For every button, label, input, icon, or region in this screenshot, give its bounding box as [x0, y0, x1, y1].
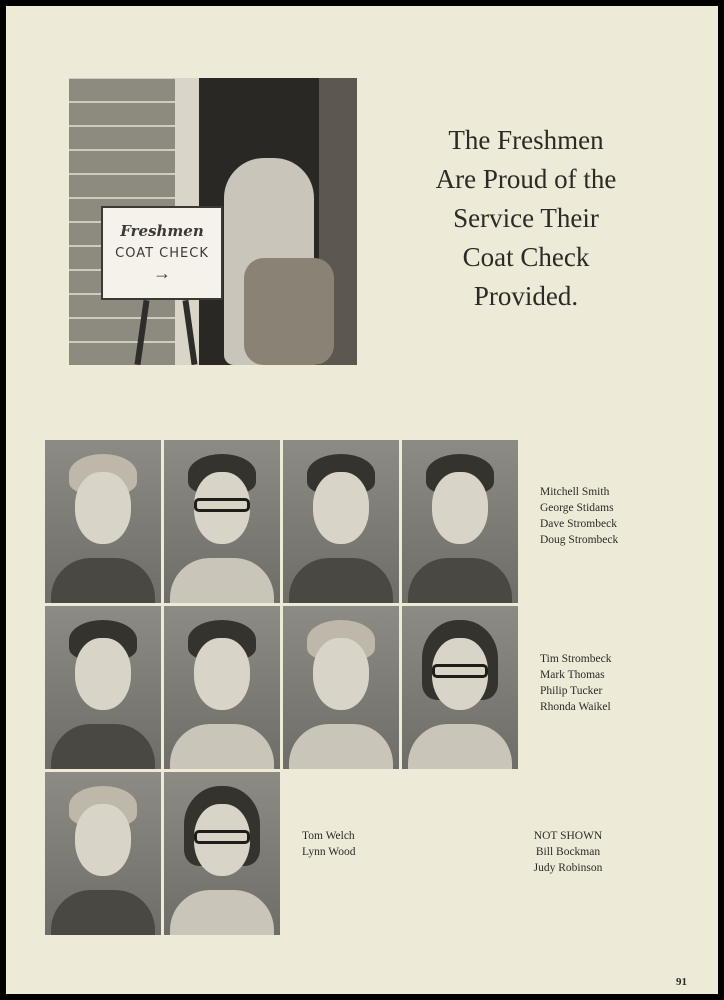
not-shown-list — [518, 828, 618, 876]
not-shown-heading: NOT SHOWN — [533, 830, 603, 842]
page-number: 91 — [676, 976, 687, 988]
headline-line: Coat Check — [462, 242, 590, 272]
student-portrait — [164, 440, 280, 603]
student-portrait — [164, 772, 280, 935]
student-portrait — [402, 606, 518, 769]
student-name: Judy Robinson — [533, 862, 603, 874]
arrow-icon: → — [153, 263, 171, 283]
student-name: Bill Bockman — [535, 846, 601, 858]
coat-check-photo — [69, 78, 357, 365]
sign-text: COAT CHECK — [115, 246, 209, 261]
student-name: Tom Welch — [302, 830, 355, 842]
name-list — [540, 484, 618, 548]
student-portrait — [45, 606, 161, 769]
yearbook-page — [6, 6, 718, 994]
student-portrait — [164, 606, 280, 769]
headline-line: The Freshmen — [448, 125, 604, 155]
headline — [386, 121, 666, 316]
headline-line: Are Proud of the — [435, 164, 617, 194]
student-portrait — [45, 772, 161, 935]
student-portrait — [45, 440, 161, 603]
sign-script-text: Freshmen — [120, 222, 204, 240]
student-name: George Stidams — [540, 502, 614, 514]
student-portrait — [402, 440, 518, 603]
student-name: Lynn Wood — [302, 846, 356, 858]
student-portrait — [283, 440, 399, 603]
student-portrait — [283, 606, 399, 769]
student-name: Mark Thomas — [540, 669, 605, 681]
coat-figure — [244, 258, 334, 365]
name-list — [302, 828, 356, 860]
headline-line: Service Their — [453, 203, 599, 233]
student-name: Doug Strombeck — [540, 534, 619, 546]
student-name: Rhonda Waikel — [540, 701, 611, 713]
coat-check-sign — [101, 206, 223, 300]
headline-line: Provided. — [473, 281, 579, 311]
student-name: Philip Tucker — [540, 685, 603, 697]
student-name: Dave Strombeck — [540, 518, 617, 530]
name-list — [540, 651, 611, 715]
student-name: Mitchell Smith — [540, 486, 610, 498]
student-name: Tim Strombeck — [540, 653, 612, 665]
